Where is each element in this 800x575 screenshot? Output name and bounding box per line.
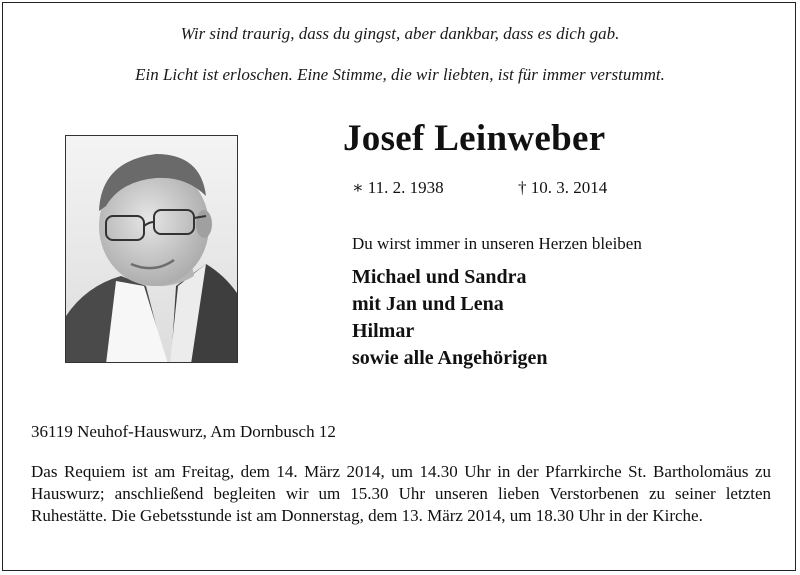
quote-line-1: Wir sind traurig, dass du gingst, aber dankbar, dass es dich gab. (180, 24, 620, 43)
mourners-list (352, 264, 548, 372)
mourner-line: mit Jan und Lena (352, 293, 504, 315)
mourner-line: Hilmar (352, 320, 415, 342)
quote-line-2: Ein Licht ist erloschen. Eine Stimme, die wir liebten, ist für immer verstummt. (135, 65, 665, 84)
family-address: 36119 Neuhof-Hauswurz, Am Dornbusch 12 (31, 422, 336, 441)
mourner-line: sowie alle Angehörigen (352, 347, 548, 369)
remembrance-line: Du wirst immer in unseren Herzen bleiben (352, 234, 642, 253)
deceased-name: Josef Leinweber (343, 118, 606, 159)
portrait-photo (65, 135, 238, 363)
birth-date: ∗ 11. 2. 1938 (352, 178, 444, 197)
death-date: † 10. 3. 2014 (518, 178, 608, 197)
service-notice: Das Requiem ist am Freitag, dem 14. März 2014, um 14.30 Uhr in der Pfarrkirche St. Bartholomäus zu Hauswurz; anschließend begleiten wir um 15.30 Uhr unseren lieben Verstorbenen zu seiner letzten Ruhestätte. Die Gebetsstunde ist am Donnerstag, dem 13. März 2014, um 18.30 Uhr in der Kirche. (31, 462, 771, 525)
mourner-line: Michael und Sandra (352, 266, 527, 288)
